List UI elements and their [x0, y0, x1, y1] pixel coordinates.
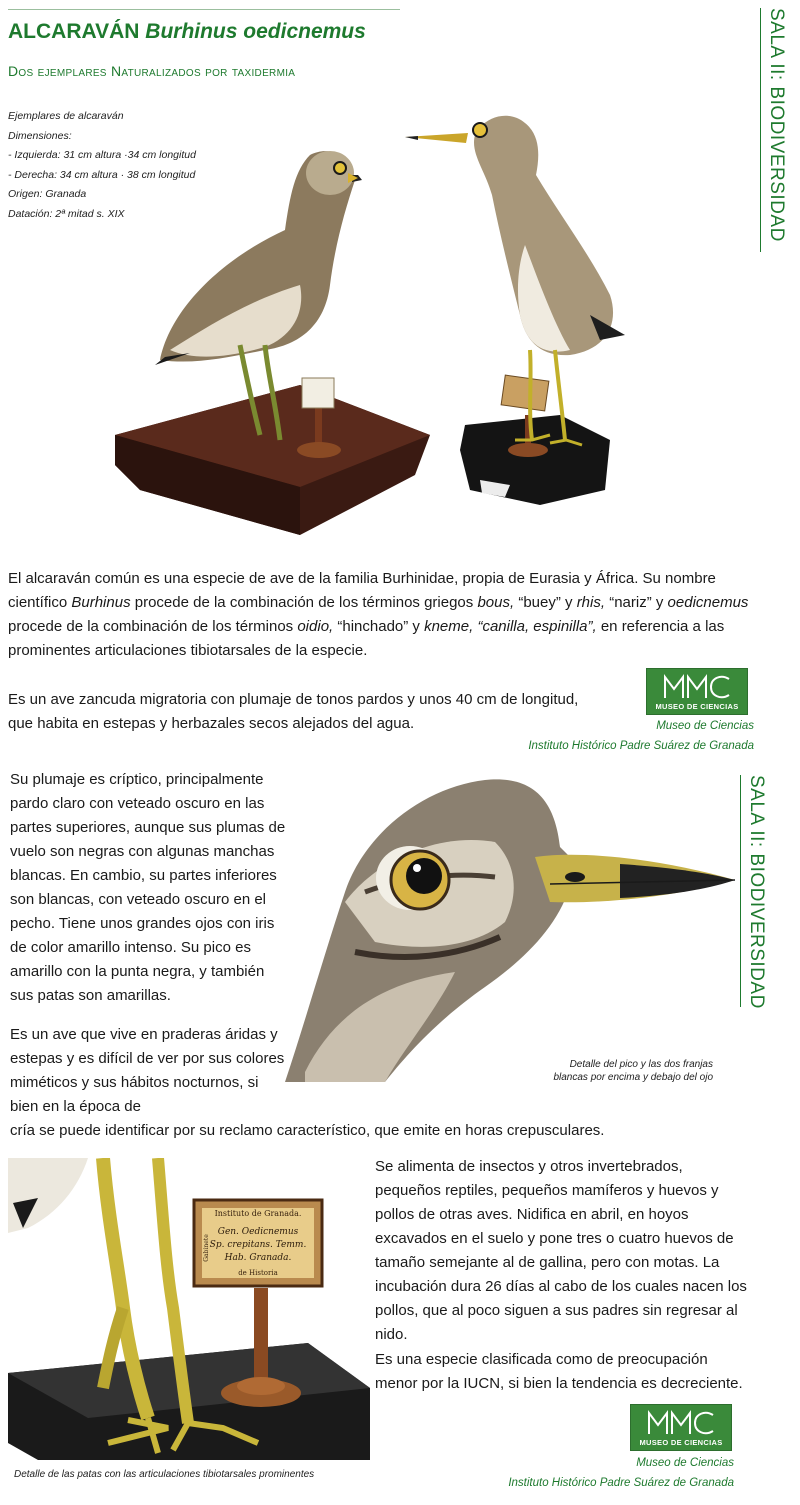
intro-text: “nariz” y [605, 594, 668, 611]
head-detail-caption-line: blancas por encima y debajo del ojo [553, 1072, 713, 1083]
museum-logo-text: MUSEO DE CIENCIAS [655, 702, 739, 711]
section-rule-middle [740, 775, 741, 1007]
section-label-top: SALA II: BIODIVERSIDAD [766, 8, 787, 242]
specimen-info-line: Dimensiones: [8, 129, 72, 142]
museum-name: Museo de Ciencias [656, 720, 754, 732]
behaviour-paragraph-continued: cría se puede identificar por su reclamo característico, que emite en horas crepusculares. [10, 1122, 605, 1139]
intro-text-italic: rhis, [576, 594, 606, 611]
specimens-illustration [100, 95, 660, 560]
section-rule-top [760, 8, 761, 252]
museum-logo-mark-icon [645, 1409, 719, 1436]
title-common-name: ALCARAVÁN [8, 20, 140, 43]
specimen-info-line: - Derecha: 34 cm altura · 38 cm longitud [8, 168, 196, 181]
head-detail-illustration [285, 772, 740, 1082]
museum-logo [630, 1404, 732, 1451]
museum-logo [646, 668, 748, 715]
specimen-info-line: Datación: 2ª mitad s. XIX [8, 207, 125, 220]
institute-name: Instituto Histórico Padre Suárez de Granada [508, 1477, 734, 1489]
specimen-label-line: Instituto de Granada. [214, 1209, 302, 1218]
intro-text: “buey” y [514, 594, 577, 611]
museum-logo-text: MUSEO DE CIENCIAS [639, 1438, 723, 1447]
intro-text: El alcaraván común es una especie de ave de la familia Burhinidae, propia de Eurasia y África. Su nombre científico [8, 570, 716, 611]
specimen-label-line: Hab. Granada. [224, 1253, 292, 1263]
head-detail-photo [285, 772, 740, 1082]
museum-name: Museo de Ciencias [636, 1457, 734, 1469]
intro-paragraph [8, 567, 778, 663]
page-subtitle: Dos ejemplares Naturalizados por taxidermia [8, 63, 296, 79]
conservation-paragraph: Es una especie clasificada como de preocupación menor por la IUCN, si bien la tendencia es decreciente. [375, 1351, 743, 1392]
intro-text-italic: kneme, “canilla, espinilla”, [424, 618, 597, 635]
plumage-paragraph: Su plumaje es críptico, principalmente pardo claro con veteado oscuro en las partes superiores, aunque sus plumas de vuelo son negras con algunas manchas blancas. En cambio, su partes inferiores son blancas, con veteado oscuro en el pecho. Tiene unos grandes ojos con iris de color amarillo intenso. Su pico es amarillo con la punta negra, y también sus patas son amarillas. [10, 771, 286, 1004]
intro-text: procede de la combinación de los términos griegos [130, 594, 478, 611]
intro-text: en referencia a las prominentes articulaciones tibiotarsales de la especie. [8, 618, 725, 659]
specimen-info-line: - Izquierda: 31 cm altura ·34 cm longitud [8, 149, 196, 161]
legs-detail-illustration [8, 1158, 370, 1460]
specimen-label-line: Gen. Oedicnemus [217, 1227, 299, 1237]
legs-detail-photo [8, 1158, 370, 1460]
section-label-middle: SALA II: BIODIVERSIDAD [746, 775, 767, 1009]
specimen-info-line: Origen: Granada [8, 188, 87, 200]
page-title [8, 20, 366, 44]
legs-detail-caption: Detalle de las patas con las articulaciones tibiotarsales prominentes [14, 1469, 315, 1480]
specimen-label-line: Sp. crepitans. Temm. [209, 1240, 307, 1250]
head-detail-caption-line: Detalle del pico y las dos franjas [569, 1059, 713, 1070]
specimens-photo [100, 95, 660, 560]
museum-logo-mark-icon [661, 673, 735, 700]
specimen-label-line: Gabinete [203, 1234, 210, 1262]
specimen-label-line: de Historia [238, 1269, 278, 1277]
intro-text-italic: bous, [477, 594, 515, 611]
intro-text-italic: oidio, [297, 618, 334, 635]
header-rule [8, 9, 400, 10]
diet-paragraph: Se alimenta de insectos y otros invertebrados, pequeños reptiles, pequeños mamíferos y huevos y pollos de otras aves. Nidifica en abril, en hoyos excavados en el suelo y pone tres o cuatro huevos de tamaño semejante al de gallina, pero con motas. La incubación dura 26 días al cabo de los cuales nacen los pollos, que al poco siguen a sus padres sin regresar al nido. [375, 1158, 747, 1343]
intro-text-italic: Burhinus [71, 594, 131, 611]
title-scientific-name: Burhinus oedicnemus [145, 20, 366, 43]
institute-name: Instituto Histórico Padre Suárez de Granada [528, 740, 754, 752]
behaviour-paragraph: Es un ave que vive en praderas áridas y estepas y es difícil de ver por sus colores miméticos y sus hábitos nocturnos, si bien en la época de [10, 1026, 285, 1115]
intro-text-italic: oedicnemus [667, 594, 749, 611]
specimen-info-line: Ejemplares de alcaraván [8, 110, 124, 122]
intro-text: “hinchado” y [333, 618, 425, 635]
habitat-paragraph: Es un ave zancuda migratoria con plumaje de tonos pardos y unos 40 cm de longitud, que habita en estepas y herbazales secos alejados del agua. [8, 691, 579, 732]
intro-text: procede de la combinación de los términos [8, 618, 298, 635]
head-detail-caption [553, 1058, 713, 1084]
